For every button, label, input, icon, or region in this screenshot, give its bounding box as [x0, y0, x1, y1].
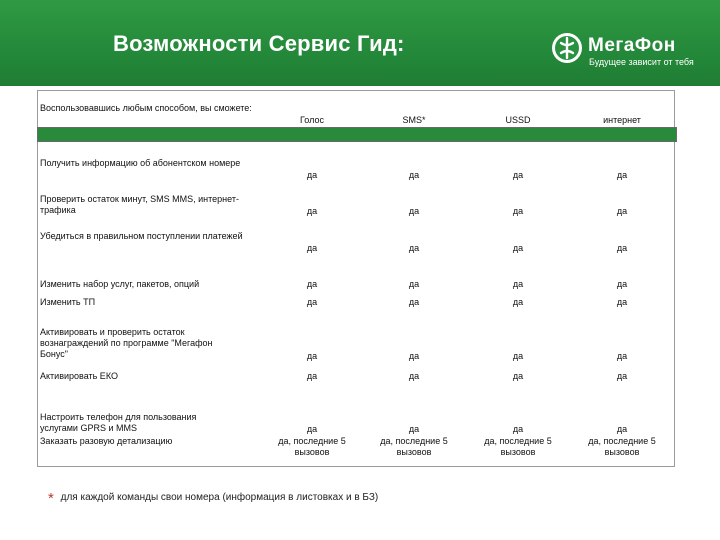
table-cell: да — [512, 424, 524, 434]
table-cell: да — [306, 243, 318, 253]
column-header-ussd: USSD — [505, 115, 531, 125]
table-cell: да — [616, 371, 628, 381]
megafon-logo — [550, 31, 710, 71]
table-cell: да, последние 5 вызовов — [380, 436, 448, 457]
table-cell: да — [408, 351, 420, 361]
row-label: Проверить остаток минут, SMS MMS, интернет-трафика — [40, 194, 239, 215]
table-cell: да — [616, 206, 628, 216]
row-label: Настроить телефон для пользования услугами GPRS и MMS — [40, 412, 197, 433]
table-cell: да — [408, 371, 420, 381]
table-intro: Воспользовавшись любым способом, вы сможете: — [40, 103, 252, 113]
table-cell: да, последние 5 вызовов — [484, 436, 552, 457]
table-cell: да, последние 5 вызовов — [588, 436, 656, 457]
table-cell: да — [512, 279, 524, 289]
column-header-voice: Голос — [300, 115, 324, 125]
table-cell: да — [306, 279, 318, 289]
table-cell: да — [616, 243, 628, 253]
table-cell: да — [408, 279, 420, 289]
footnote-star: * — [48, 490, 54, 507]
table-cell: да — [512, 170, 524, 180]
table-header-divider — [37, 127, 677, 142]
table-cell: да — [306, 371, 318, 381]
table-cell: да — [306, 424, 318, 434]
row-label: Получить информацию об абонентском номере — [40, 158, 241, 168]
header-banner — [0, 0, 720, 86]
table-cell: да — [306, 170, 318, 180]
table-cell: да — [408, 206, 420, 216]
table-cell: да — [512, 351, 524, 361]
footnote-text: для каждой команды свои номера (информация в листовках и в БЗ) — [60, 492, 379, 503]
table-cell: да, последние 5 вызовов — [278, 436, 346, 457]
column-header-sms: SMS* — [402, 115, 426, 125]
table-cell: да — [512, 371, 524, 381]
table-cell: да — [408, 170, 420, 180]
row-label: Убедиться в правильном поступлении платежей — [40, 231, 243, 241]
table-cell: да — [616, 279, 628, 289]
footnote — [48, 490, 378, 507]
table-cell: да — [616, 351, 628, 361]
table-cell: да — [306, 297, 318, 307]
table-cell: да — [616, 170, 628, 180]
table-cell: да — [306, 206, 318, 216]
table-cell: да — [616, 297, 628, 307]
page-title: Возможности Сервис Гид: — [113, 31, 405, 56]
row-label: Активировать ЕКО — [40, 371, 118, 381]
row-label: Изменить ТП — [40, 297, 96, 307]
table-cell: да — [408, 424, 420, 434]
table-cell: да — [512, 243, 524, 253]
row-label: Заказать разовую детализацию — [40, 436, 173, 446]
logo-tagline: Будущее зависит от тебя — [589, 57, 694, 67]
table-cell: да — [306, 351, 318, 361]
table-cell: да — [512, 297, 524, 307]
megafon-logo-icon — [550, 31, 584, 65]
table-cell: да — [616, 424, 628, 434]
column-header-internet: интернет — [603, 115, 641, 125]
table-cell: да — [408, 243, 420, 253]
logo-name: МегаФон — [588, 35, 676, 56]
table-cell: да — [512, 206, 524, 216]
row-label: Изменить набор услуг, пакетов, опций — [40, 279, 200, 289]
table-cell: да — [408, 297, 420, 307]
row-label: Активировать и проверить остаток вознаграждений по программе "Мегафон Бонус" — [40, 327, 213, 359]
